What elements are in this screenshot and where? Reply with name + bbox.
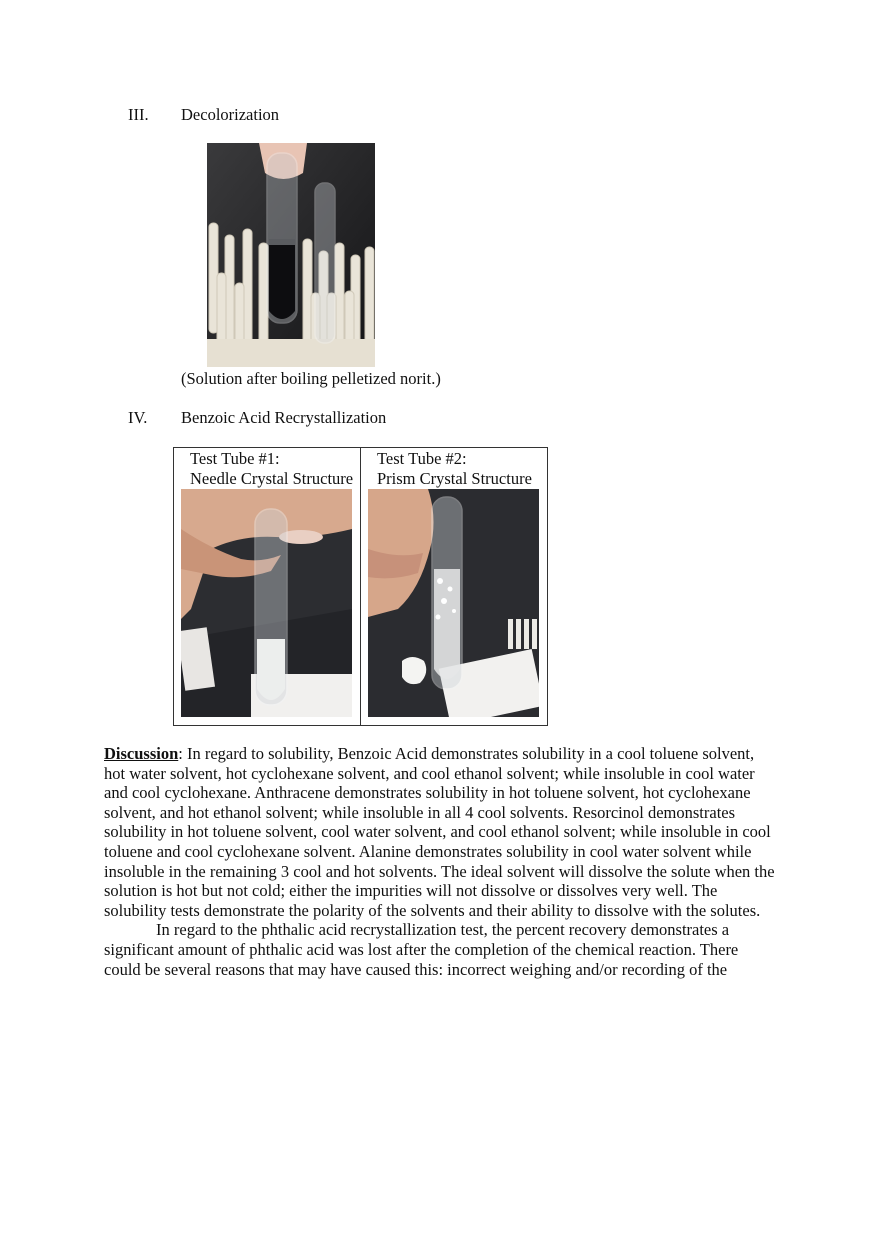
test-tube-2-cell bbox=[361, 448, 548, 726]
section-number: III. bbox=[128, 105, 149, 124]
test-tube-1-structure: Needle Crystal Structure bbox=[190, 469, 354, 488]
test-tube-2-header bbox=[361, 448, 547, 489]
discussion-text-1: : In regard to solubility, Benzoic Acid demonstrates solubility in a cool toluene solvent, hot water solvent, hot cyclohexane solvent, and cool ethanol solvent; while insoluble in cool water and cool cyclohexane. Anthracene demonstrates solubility in hot toluene solvent, hot cyclohexane solvent, and hot ethanol solvent; while insoluble in all 4 cool solvents. Resorcinol demonstrates solubility in hot toluene solvent, cool water solvent, and cool ethanol solvent; while insoluble in cool toluene and cool cyclohexane solvent. Alanine demonstrates solubility in cool water solvent while insoluble in the remaining 3 cool and hot solvents. The ideal solvent will dissolve the solute when the solution is hot but not cold; either the impurities will not dissolve or dissolves very well. The solubility tests demonstrate the polarity of the solvents and their ability to dissolve with the solutes. bbox=[104, 744, 775, 920]
section-title: Decolorization bbox=[181, 105, 280, 124]
test-tube-1-label: Test Tube #1: bbox=[190, 449, 280, 468]
test-tube-1-cell bbox=[174, 448, 361, 726]
discussion-label: Discussion bbox=[104, 744, 179, 763]
test-tube-2-structure: Prism Crystal Structure bbox=[377, 469, 532, 488]
needle-crystal-photo bbox=[181, 489, 352, 717]
figure-caption: (Solution after boiling pelletized norit.) bbox=[181, 369, 441, 388]
decolorization-photo bbox=[207, 143, 375, 367]
section-number: IV. bbox=[128, 408, 148, 427]
section-title: Benzoic Acid Recrystallization bbox=[181, 408, 387, 427]
discussion-paragraph-2: In regard to the phthalic acid recrystallization test, the percent recovery demonstrates a significant amount of phthalic acid was lost after the completion of the chemical reaction. There could be several reasons that may have caused this: incorrect weighing and/or recording of the bbox=[104, 920, 739, 979]
test-tube-2-label: Test Tube #2: bbox=[377, 449, 467, 468]
test-tube-1-header bbox=[174, 448, 360, 489]
discussion-paragraph-1 bbox=[104, 744, 776, 920]
test-tube-table bbox=[173, 447, 548, 726]
discussion-section bbox=[104, 744, 776, 979]
prism-crystal-photo bbox=[368, 489, 539, 717]
